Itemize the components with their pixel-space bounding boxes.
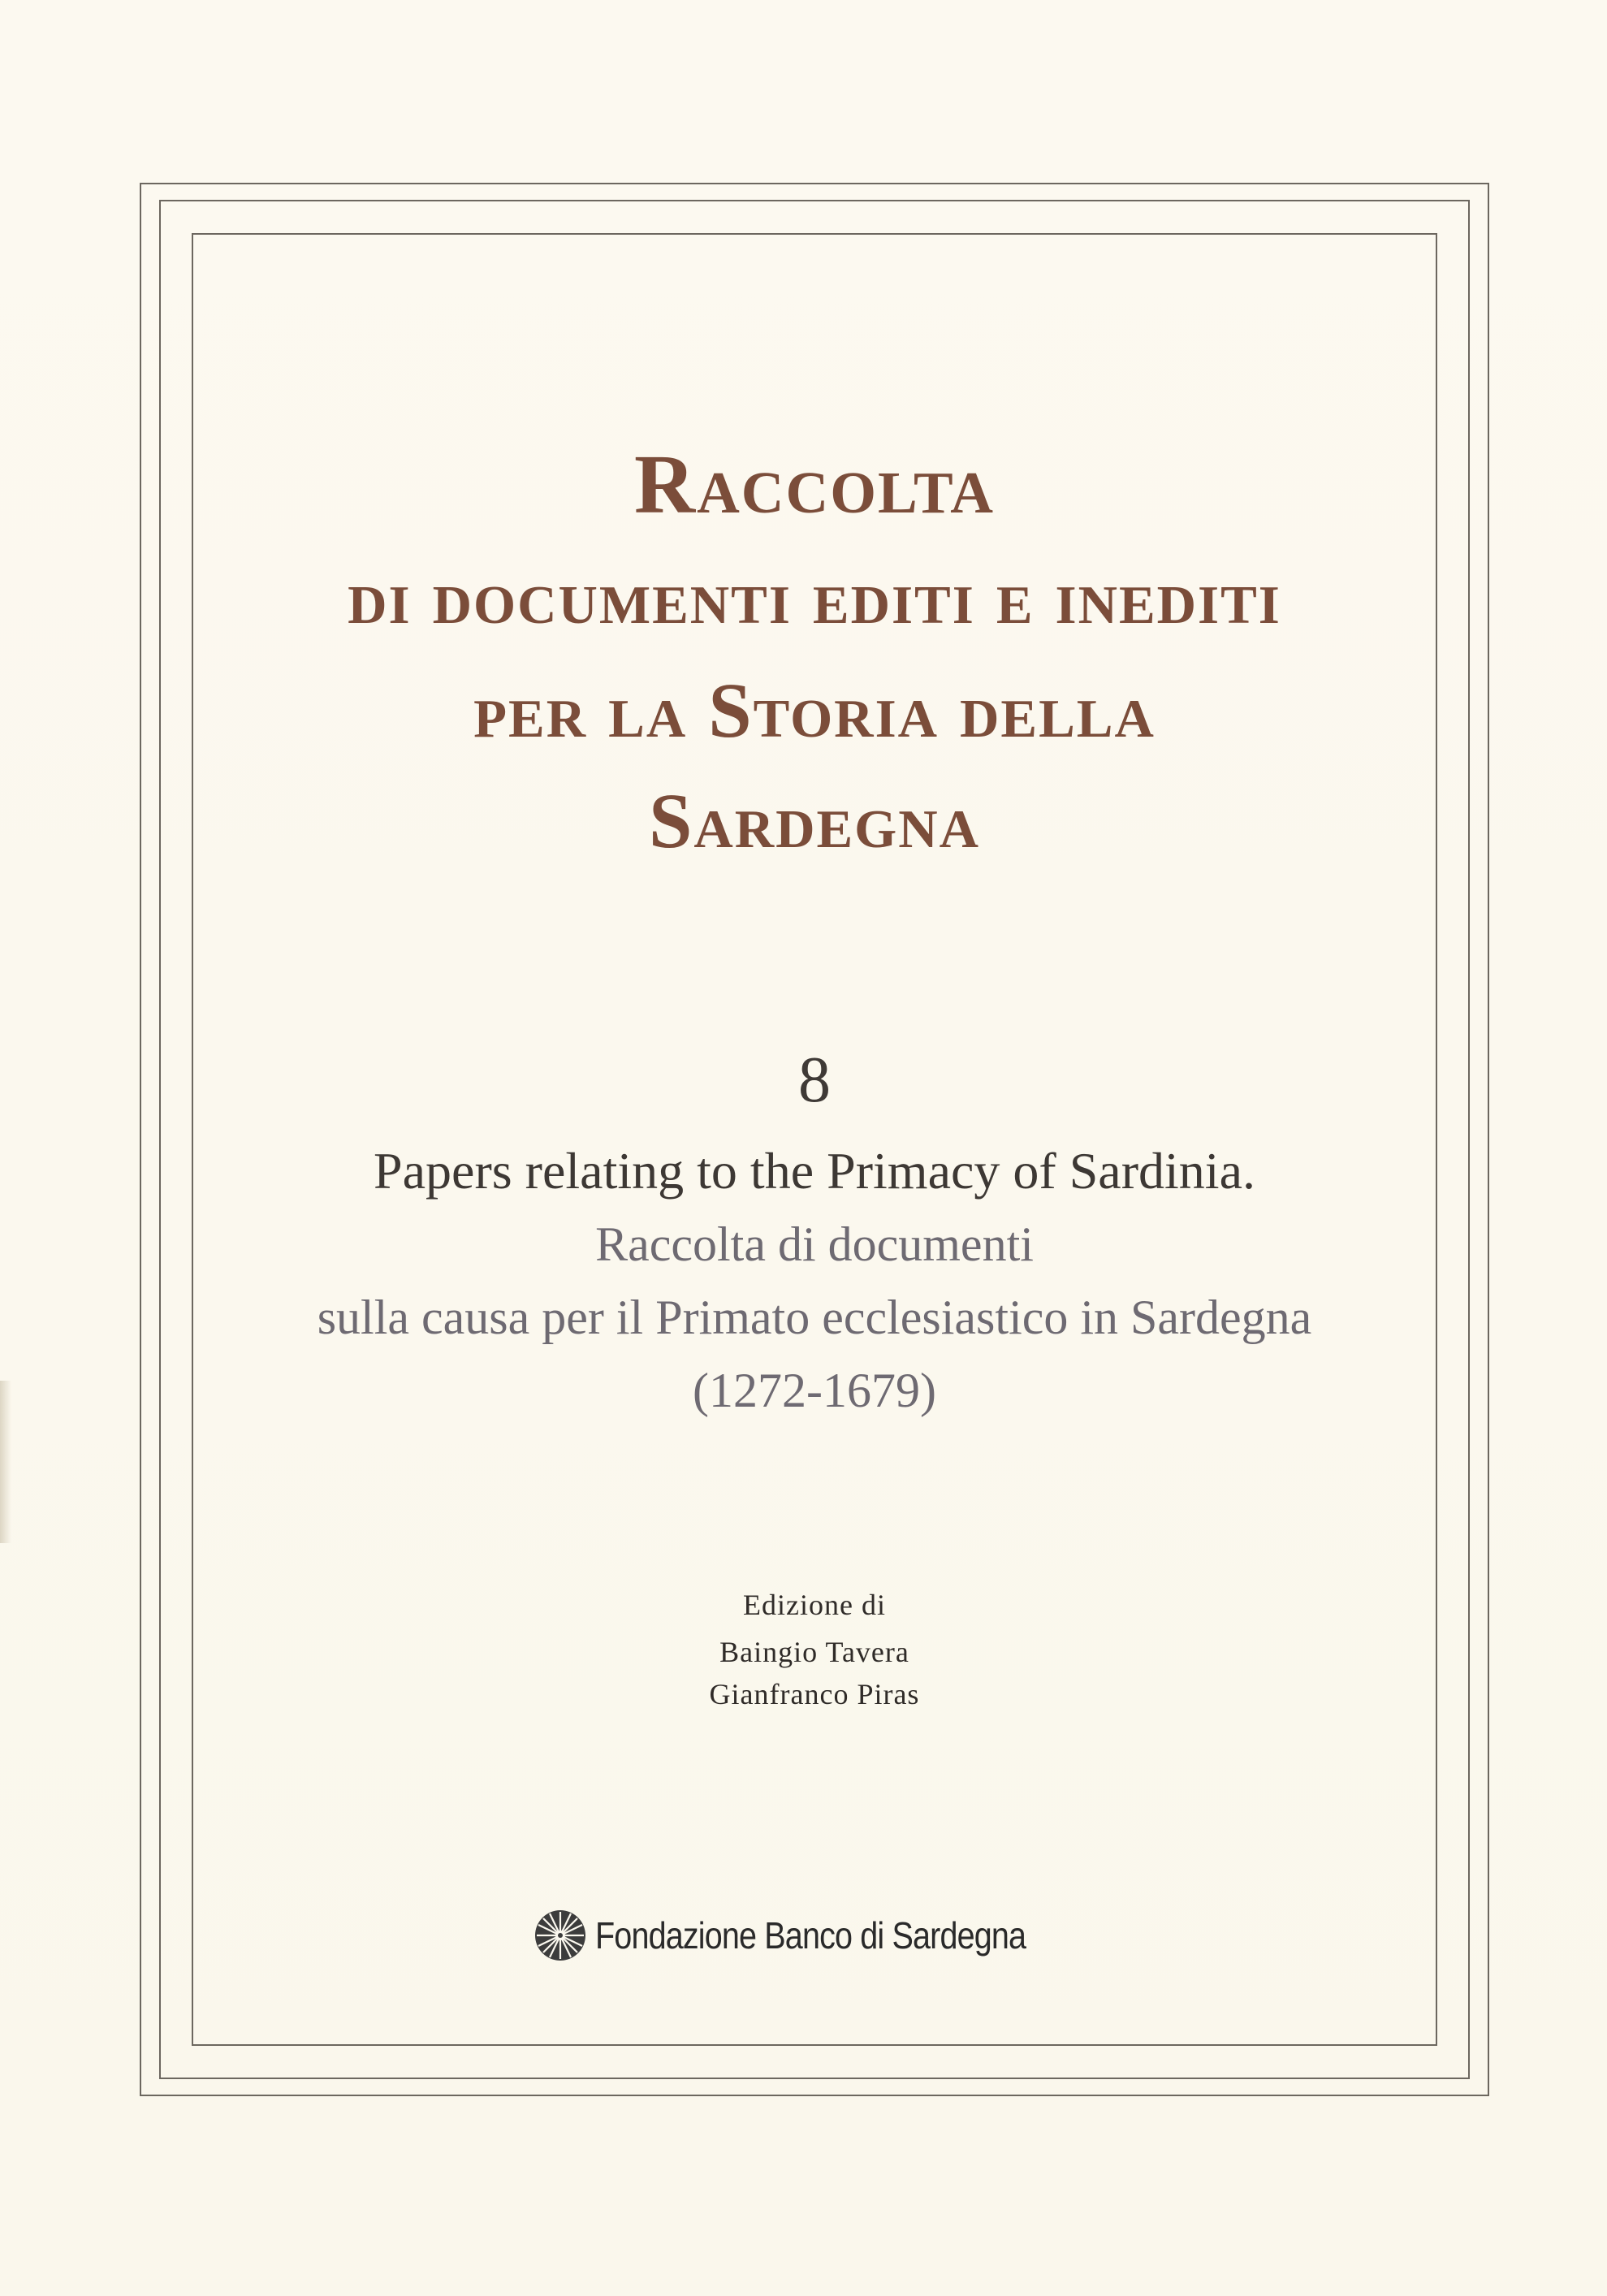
- subtitle-years: (1272-1679): [693, 1364, 936, 1417]
- volume-number: 8: [798, 1044, 831, 1116]
- series-title: [192, 438, 1437, 864]
- series-title-line-4: Sardegna: [648, 777, 981, 864]
- editor-name: Baingio Tavera: [719, 1636, 909, 1668]
- editors: [192, 1590, 1437, 1722]
- publisher: [192, 1909, 1437, 1962]
- page-edge-shadow: [0, 1381, 11, 1543]
- editor-name: Gianfranco Piras: [709, 1678, 920, 1710]
- series-title-line-2: di documenti editi e inediti: [348, 553, 1281, 640]
- series-title-line-1: Raccolta: [633, 438, 996, 531]
- subtitle-italian-line-1: Raccolta di documenti: [595, 1217, 1034, 1271]
- editors-label: Edizione di: [743, 1589, 886, 1621]
- series-title-line-3: per la Storia della: [473, 667, 1156, 754]
- subtitle-english: Papers relating to the Primacy of Sardinia.: [374, 1142, 1255, 1200]
- volume-subtitle: [192, 1142, 1437, 1417]
- subtitle-italian-line-2: sulla causa per il Primato ecclesiastico in Sardegna: [317, 1291, 1312, 1344]
- publisher-name: Fondazione Banco di Sardegna: [594, 1914, 1026, 1957]
- fondazione-logo-icon: [534, 1909, 587, 1962]
